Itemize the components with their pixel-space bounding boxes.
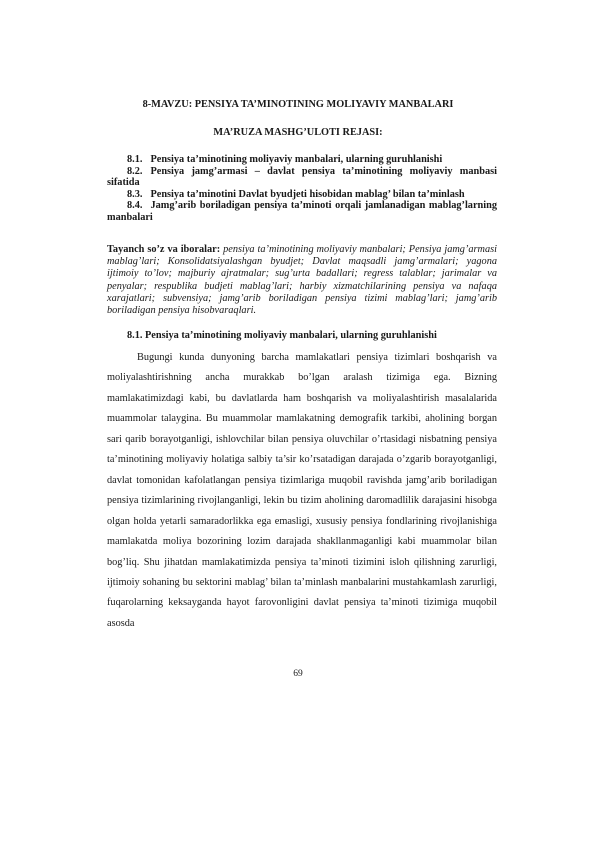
document-title: 8-MAVZU: PENSIYA TA’MINOTINING MOLIYAVIY MANBALARI xyxy=(142,99,454,110)
plan-item xyxy=(107,166,497,189)
plan-item-text: Pensiya ta’minotini Davlat byudjeti hisobidan mablag’ bilan ta’minlash xyxy=(150,188,465,200)
body-paragraph: Bugungi kunda dunyoning barcha mamlakatlari pensiya tizimlari boshqarish va moliyalashtirishning ancha murakkab bo’lgan aralash tizimiga ega. Bizning mamlakatimizdagi kabi, bu davlatlarda ham boshqarish va moliyalashtirish masalalarida muammolar talaygina. Bu muammolar mamlakatning demografik tarkibi, aholining borgan sari qarib borayotganligi, ishlovchilar bilan pensiya oluvchilar o’rtasidagi nisbatning pensiya ta’minotining moliyaviy holatiga salbiy ta’sir ko’rsatadigan darajada o’zgarib borayotganligi, davlat tomonidan kafolatlangan pensiya tizimlariga muqobil ravishda jamg’arib boriladigan pensiya tizimlarining rivojlanganligi, lekin bu tizim aholining daromadlilik darajasini hisobga olgan holda yetarli samaradorlikka ega emasligi, xususiy pensiya fondlarining rivojlanishiga mamlakatda moliya bozorining lozim darajada shakllanmaganligi kabi muammolar bilan bog’liq. Shu jihatdan mamlakatimizda pensiya ta’minoti tizimini isloh qilishning zarurligi, ijtimoiy sohaning bu sektorini mablag’ bilan ta’minlash manbalarini mustahkamlash zarurligi, fuqarolarning keksayganda hayot farovonligini davlat pensiya ta’minoti tizimiga muqobil asosda xyxy=(107,352,497,629)
keywords-text: pensiya ta’minotining moliyaviy manbalari; Pensiya jamg’armasi mablag’lari; Konsolidatsiyalashgan byudjet; Davlat maqsadli jamg’armalari; yagona ijtimoiy to’lov; majburiy ajratmalar; sug’urta badallari; regress talablar; jarimalar va penyalar; respublika budjeti mablag’lari; harbiy xizmatchilarining pensiya va nafaqa xarajatlari; subvensiya; jamg’arib boriladigan pensiya tizimi mablag’lari; jamg’arib boriladigan pensiya hisobvaraqlari. xyxy=(107,244,497,317)
plan-item-number: 8.4. xyxy=(127,200,143,212)
plan-item-number: 8.3. xyxy=(127,188,143,200)
keywords-paragraph xyxy=(107,244,497,317)
plan-item-number: 8.2. xyxy=(127,165,143,177)
section-heading: 8.1. Pensiya ta’minotining moliyaviy manbalari, ularning guruhlanishi xyxy=(127,330,437,341)
plan-item xyxy=(107,189,497,201)
keywords-label: Tayanch so’z va iboralar: xyxy=(107,244,221,255)
plan-item-text: Jamg’arib boriladigan pensiya ta’minoti orqali jamlanadigan mablag’larning manbalari xyxy=(107,200,497,223)
plan-item-number: 8.1. xyxy=(127,154,143,165)
plan-item-text: Pensiya jamg’armasi – davlat pensiya ta’minotining moliyaviy manbasi sifatida xyxy=(107,165,497,189)
page-number: 69 xyxy=(293,669,303,679)
lecture-plan-heading: MA’RUZA MASHG’ULOTI REJASI: xyxy=(213,127,383,138)
plan-item-text: Pensiya ta’minotining moliyaviy manbalari, ularning guruhlanishi xyxy=(150,154,443,165)
lecture-plan-list xyxy=(107,154,497,224)
plan-item xyxy=(107,154,497,166)
plan-item xyxy=(107,200,497,223)
